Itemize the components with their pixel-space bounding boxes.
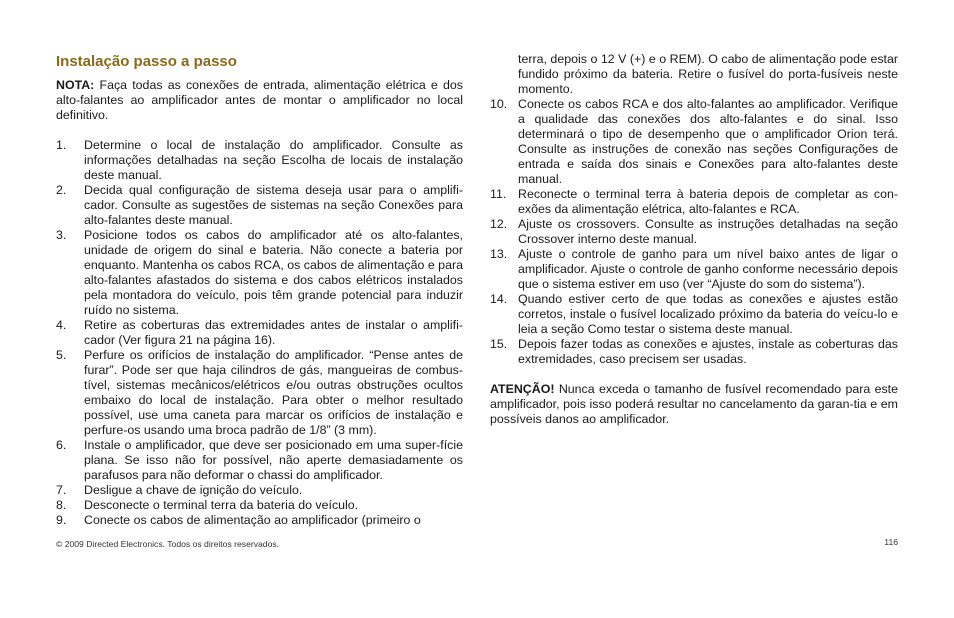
step-text: Decida qual configuração de sistema deseja usar para o amplifi-cador. Consulte as sugestões de sistemas na seção Conexões para alto-falantes deste manual.: [84, 183, 463, 227]
step-item: [56, 318, 463, 348]
step-text: Retire as coberturas das extremidades antes de instalar o amplifi-cador (Ver figura 21 na página 16).: [84, 318, 463, 347]
step-number: 3.: [56, 228, 67, 242]
warning-label: ATENÇÃO!: [490, 382, 555, 396]
step-number: 2.: [56, 183, 67, 197]
step-item: [490, 187, 898, 217]
step-number: 9.: [56, 513, 67, 527]
steps-list-left: [56, 138, 463, 528]
step-number: 12.: [490, 217, 508, 231]
steps-list-right: [490, 97, 898, 367]
step-item: [490, 97, 898, 187]
step-number: 8.: [56, 498, 67, 512]
copyright-footer: © 2009 Directed Electronics. Todos os direitos reservados.: [56, 539, 280, 549]
step-item: [56, 498, 463, 513]
step-text: Posicione todos os cabos do amplificador até os alto-falantes, unidade de origem do sinal e bateria. Não conecte a bateria por enquanto. Mantenha os cabos RCA, os cabos de alimentação e para alto-falantes afastados do sistema e dos cabos elétricos instalados pela montadora do veículo, pois têm grande potencial para induzir ruído no sistema.: [84, 228, 463, 317]
step-number: 14.: [490, 292, 508, 306]
step-item: [490, 217, 898, 247]
step-number: 13.: [490, 247, 508, 261]
step-text: Perfure os orifícios de instalação do amplificador. “Pense antes de furar”. Pode ser que haja cilindros de gás, mangueiras de combus-tível, sistemas mecânicos/elétricos e/ou outras obstruções ocultos embaixo do local de instalação. Para obter o melhor resultado possível, use uma caneta para marcar os orifícios de instalação e perfure-os usando uma broca padrão de 1/8” (3 mm).: [84, 348, 463, 437]
step-text: Desligue a chave de ignição do veículo.: [84, 483, 303, 497]
step-text: Desconecte o terminal terra da bateria do veículo.: [84, 498, 359, 512]
step-text: Instale o amplificador, que deve ser posicionado em uma super-fície plana. Se isso não for possível, não aperte demasiadamente os parafusos para não deformar o chassi do amplificador.: [84, 438, 463, 482]
step-item: [56, 228, 463, 318]
step-text: Ajuste o controle de ganho para um nível baixo antes de ligar o amplificador. Ajuste o controle de ganho conforme necessário depois que o sistema estiver em uso (ver “Ajuste do som do sistema”).: [518, 247, 898, 291]
step-continuation: terra, depois o 12 V (+) e o REM). O cabo de alimentação pode estar fundido próximo da bateria. Retire o fusível do porta-fusíveis neste momento.: [518, 52, 898, 96]
step-text: Reconecte o terminal terra à bateria depois de completar as con-exões da alimentação elétrica, alto-falantes e RCA.: [518, 187, 898, 216]
step-text: Conecte os cabos RCA e dos alto-falantes ao amplificador. Verifique a qualidade das conexões dos alto-falantes e do sinal. Isso determinará o tipo de desempenho que o amplificador Orion terá. Consulte as instruções de conexão nas seções Configurações de entrada e saída dos sinais e Conexões para alto-falantes deste manual.: [518, 97, 898, 186]
right-column: [490, 52, 898, 427]
step-number: 1.: [56, 138, 67, 152]
step-number: 6.: [56, 438, 67, 452]
note-label: NOTA:: [56, 78, 95, 92]
step-item: [490, 292, 898, 337]
step-number: 11.: [490, 187, 507, 201]
step-number: 5.: [56, 348, 67, 362]
step-item: [56, 348, 463, 438]
warning-text: Nunca exceda o tamanho de fusível recomendado para este amplificador, pois isso poderá resultar no cancelamento da garan-tia e em possíveis danos ao amplificador.: [490, 382, 898, 426]
spacer: [490, 367, 898, 382]
step-item: [490, 247, 898, 292]
step-item: [56, 483, 463, 498]
step-number: 10.: [490, 97, 508, 111]
spacer: [56, 123, 463, 138]
step-item: [56, 438, 463, 483]
warning-paragraph: [490, 382, 898, 427]
page-number: 116: [884, 537, 898, 547]
step-text: Ajuste os crossovers. Consulte as instruções detalhadas na seção Crossover interno deste manual.: [518, 217, 898, 246]
note-paragraph: [56, 78, 463, 123]
note-text: Faça todas as conexões de entrada, alimentação elétrica e dos alto-falantes ao amplificador antes de montar o amplificador no local definitivo.: [56, 78, 463, 122]
step-text: Depois fazer todas as conexões e ajustes, instale as coberturas das extremidades, caso precisem ser usadas.: [518, 337, 898, 366]
step-number: 4.: [56, 318, 67, 332]
step-item: [56, 183, 463, 228]
step-number: 15.: [490, 337, 508, 351]
step-text: Conecte os cabos de alimentação ao amplificador (primeiro o: [84, 513, 421, 527]
step-text: Determine o local de instalação do amplificador. Consulte as informações detalhadas na seção Escolha de locais de instalação deste manual.: [84, 138, 463, 182]
left-column: [56, 52, 463, 528]
section-title: Instalação passo a passo: [56, 53, 237, 70]
step-item: [56, 513, 463, 528]
step-text: Quando estiver certo de que todas as conexões e ajustes estão corretos, instale o fusível localizado próximo da bateria do veícu-lo e leia a seção Como testar o sistema deste manual.: [518, 292, 898, 336]
step-item: [490, 337, 898, 367]
step-item: [56, 138, 463, 183]
step-number: 7.: [56, 483, 67, 497]
